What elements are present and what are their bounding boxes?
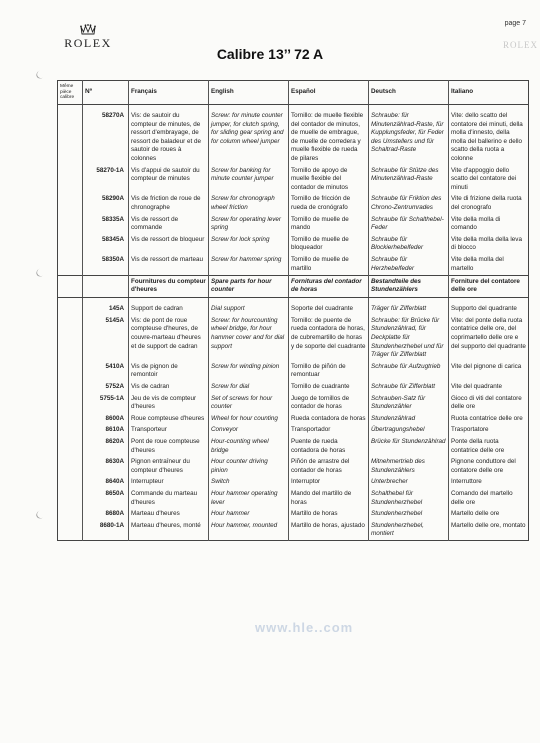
cell-de: Schraube für Friktion des Chrono-Zentrumrades: [369, 194, 449, 214]
section-hour-counter-heading: [58, 275, 529, 297]
cell-es: Interruptor: [289, 477, 369, 489]
table-row: [58, 477, 529, 489]
cell-es: Piñón de arrastre del contador de horas: [289, 457, 369, 477]
cell-en: Screw for dial: [209, 382, 289, 394]
cell-it: Vite del pignone di carica: [449, 361, 529, 381]
table-row: [58, 214, 529, 234]
cell-en: Switch: [209, 477, 289, 489]
cell-piece: [58, 304, 83, 316]
cell-piece: [58, 437, 83, 457]
group-heading-fr: Fournitures du compteur d'heures: [129, 275, 209, 297]
cell-piece: [58, 361, 83, 381]
table-row: [58, 382, 529, 394]
cell-en: Hour hammer, mounted: [209, 520, 289, 541]
cell-es: Tornillo de apoyo de muelle flexible del contador de minutos: [289, 165, 369, 194]
header-piece-calibre: Même pièce calibre: [58, 81, 83, 105]
cell-es: Martillo de horas, ajustado: [289, 520, 369, 541]
cell-it: Gioco di viti del contatore delle ore: [449, 393, 529, 413]
cell-en: Screw for lock spring: [209, 234, 289, 254]
cell-it: Martello delle ore: [449, 509, 529, 521]
group-heading-en: Spare parts for hour counter: [209, 275, 289, 297]
cell-de: Brücke für Stundenzählrad: [369, 437, 449, 457]
cell-it: Vite del quadrante: [449, 382, 529, 394]
cell-no: 8620A: [83, 437, 129, 457]
cell-fr: Jeu de vis de compteur d'heures: [129, 393, 209, 413]
cell-es: Tornillo de fricción de rueda de cronógrafo: [289, 194, 369, 214]
cell-piece: [58, 254, 83, 275]
cell-fr: Interrupteur: [129, 477, 209, 489]
table-row: [58, 111, 529, 166]
bleed-through-brand: ROLEX: [503, 40, 538, 50]
cell-fr: Pont de roue compteuse d'heures: [129, 437, 209, 457]
cell-de: Schraube: für Minutenzählrad-Raste, für Kupplungsfeder, für Feder des Umstellers und für Schaltrad-Raste: [369, 111, 449, 166]
cell-fr: Roue compteuse d'heures: [129, 413, 209, 425]
cell-de: Stundenherzhebel: [369, 509, 449, 521]
cell-en: Hour counter driving pinion: [209, 457, 289, 477]
cell-fr: Vis de pignon de remontoir: [129, 361, 209, 381]
cell-piece: [58, 111, 83, 166]
cell-en: Wheel for hour counting: [209, 413, 289, 425]
cell-de: Schraube für Zifferblatt: [369, 382, 449, 394]
cell-no: 8650A: [83, 488, 129, 508]
cell-no: 58270-1A: [83, 165, 129, 194]
cell-fr: Vis d'appui de sautoir du compteur de minutes: [129, 165, 209, 194]
cell-en: Screw for chronograph wheel friction: [209, 194, 289, 214]
group-heading-es: Fornituras del contador de horas: [289, 275, 369, 297]
header-english: English: [209, 81, 289, 105]
cell-it: Vite della molla della leva di blocco: [449, 234, 529, 254]
cell-es: Tornillo: de muelle flexible del contador de minutos, de muelle de embrague, de muelle de corredera y muelle flexible de rueda de pilares: [289, 111, 369, 166]
cell-de: Schraube für Schalthebel-Feder: [369, 214, 449, 234]
cell-piece: [58, 315, 83, 361]
cell-es: Rueda contadora de horas: [289, 413, 369, 425]
cell-no: 58335A: [83, 214, 129, 234]
cell-en: Hour hammer operating lever: [209, 488, 289, 508]
table-row: [58, 413, 529, 425]
cell-fr: Pignon entraîneur du compteur d'heures: [129, 457, 209, 477]
cell-piece: [58, 393, 83, 413]
cell-no: 58350A: [83, 254, 129, 275]
table-row: [58, 165, 529, 194]
cell-piece: [58, 413, 83, 425]
table-row: [58, 393, 529, 413]
cell-de: Schrauben-Satz für Stundenzähler: [369, 393, 449, 413]
table-row: [58, 315, 529, 361]
cell-en: Hour-counting wheel bridge: [209, 437, 289, 457]
cell-es: Tornillo de piñón de remontuar: [289, 361, 369, 381]
cell-fr: Vis de ressort de marteau: [129, 254, 209, 275]
cell-no: 8680-1A: [83, 520, 129, 541]
header-french: Français: [129, 81, 209, 105]
section-hour-counter: [58, 297, 529, 541]
cell-de: Schalthebel für Stundenherzhebel: [369, 488, 449, 508]
group-heading-it: Forniture del contatore delle ore: [449, 275, 529, 297]
cell-no: 8630A: [83, 457, 129, 477]
cell-piece: [58, 165, 83, 194]
cell-fr: Commande du marteau d'heures: [129, 488, 209, 508]
cell-no: 5752A: [83, 382, 129, 394]
cell-it: Vite: dello scatto del contatore dei minuti, della molla d'innesto, della molla del ballerino e dello scatto della ruota a colonne: [449, 111, 529, 166]
cell-it: Ruota contatrice delle ore: [449, 413, 529, 425]
cell-es: Puente de rueda contadora de horas: [289, 437, 369, 457]
cell-it: Vite della molla del martello: [449, 254, 529, 275]
cell-no: 58270A: [83, 111, 129, 166]
cell-de: Schraube für Blockierhebelfeder: [369, 234, 449, 254]
cell-es: Martillo de horas: [289, 509, 369, 521]
cell-de: Träger für Zifferblatt: [369, 304, 449, 316]
cell-piece: [58, 382, 83, 394]
cell-fr: Marteau d'heures, monté: [129, 520, 209, 541]
cell-no: 5410A: [83, 361, 129, 381]
header-spanish: Español: [289, 81, 369, 105]
table-row: [58, 425, 529, 437]
cell-de: Schraube für Aufzugtrieb: [369, 361, 449, 381]
header-german: Deutsch: [369, 81, 449, 105]
cell-es: Tornillo de muelle de mando: [289, 214, 369, 234]
cell-fr: Vis de ressort de bloqueur: [129, 234, 209, 254]
cell-es: Soporte del cuadrante: [289, 304, 369, 316]
cell-fr: Vis: de pont de roue compteuse d'heures, de couvre-marteau d'heures et de support de cadran: [129, 315, 209, 361]
cell-piece: [58, 477, 83, 489]
table-row: [58, 254, 529, 275]
table-row: [58, 361, 529, 381]
cell-no: 58345A: [83, 234, 129, 254]
cell-no: 5755-1A: [83, 393, 129, 413]
cell-en: Screw for winding pinion: [209, 361, 289, 381]
cell-en: Screw: for minute counter jumper, for clutch spring, for sliding gear spring and for column wheel jumper: [209, 111, 289, 166]
cell-no: 145A: [83, 304, 129, 316]
cell-no: 8600A: [83, 413, 129, 425]
cell-no: 5145A: [83, 315, 129, 361]
cell-piece: [58, 234, 83, 254]
cell-es: Tornillo de cuadrante: [289, 382, 369, 394]
cell-es: Mando del martillo de horas: [289, 488, 369, 508]
watermark: www.hle..com: [255, 620, 354, 635]
table-row: [58, 437, 529, 457]
cell-it: Vite d'appoggio dello scatto del contatore dei minuti: [449, 165, 529, 194]
cell-de: Stundenherzhebel, montiert: [369, 520, 449, 541]
cell-es: Transportador: [289, 425, 369, 437]
brand-wordmark: ROLEX: [64, 36, 112, 50]
cell-it: Supporto del quadrante: [449, 304, 529, 316]
cell-de: Übertragungshebel: [369, 425, 449, 437]
cell-es: Juego de tornillos de contador de horas: [289, 393, 369, 413]
table-row: [58, 304, 529, 316]
table-row: [58, 194, 529, 214]
cell-fr: Vis de cadran: [129, 382, 209, 394]
cell-no: 8680A: [83, 509, 129, 521]
table-header-row: [58, 81, 529, 105]
cell-it: Vite di frizione della ruota del cronografo: [449, 194, 529, 214]
binder-hole-mark: [35, 68, 49, 80]
binder-hole-mark: [35, 508, 49, 520]
cell-it: Martello delle ore, montato: [449, 520, 529, 541]
cell-piece: [58, 457, 83, 477]
cell-no: 58290A: [83, 194, 129, 214]
cell-it: Vite: del ponte della ruota contatrice delle ore, del coprimartello delle ore e del supporto del quadrante: [449, 315, 529, 361]
cell-piece: [58, 425, 83, 437]
parts-table: [57, 80, 529, 541]
cell-es: Tornillo: de puente de rueda contadora de horas, de cubremartillo de horas y de soporte del cuadrante: [289, 315, 369, 361]
page-title: Calibre 13’’ 72 A: [216, 46, 324, 62]
cell-piece: [58, 509, 83, 521]
group-heading-row: [58, 275, 529, 297]
header-number: Nº: [83, 81, 129, 105]
cell-fr: Vis: de sautoir du compteur de minutes, de ressort d'embrayage, de ressort de baladeur et de sautoir de roues à colonnes: [129, 111, 209, 166]
cell-fr: Support de cadran: [129, 304, 209, 316]
cell-no: 8640A: [83, 477, 129, 489]
cell-piece: [58, 520, 83, 541]
cell-de: Mitnehmertrieb des Stundenzählers: [369, 457, 449, 477]
cell-it: Comando del martello delle ore: [449, 488, 529, 508]
table-row: [58, 509, 529, 521]
cell-de: Stundenzählrad: [369, 413, 449, 425]
section-screws: [58, 104, 529, 275]
cell-fr: Vis de ressort de commande: [129, 214, 209, 234]
cell-it: Ponte della ruota contatrice delle ore: [449, 437, 529, 457]
cell-it: Interruttore: [449, 477, 529, 489]
cell-en: Screw: for hourcounting wheel bridge, for hour hammer cover and for dial support: [209, 315, 289, 361]
cell-fr: Marteau d'heures: [129, 509, 209, 521]
cell-es: Tornillo de muelle de martillo: [289, 254, 369, 275]
cell-piece: [58, 214, 83, 234]
cell-fr: Transporteur: [129, 425, 209, 437]
cell-de: Unterbrecher: [369, 477, 449, 489]
cell-en: Conveyor: [209, 425, 289, 437]
cell-piece: [58, 194, 83, 214]
cell-en: Screw for banking for minute counter jumper: [209, 165, 289, 194]
cell-de: Schraube für Herzhebelfeder: [369, 254, 449, 275]
header-italian: Italiano: [449, 81, 529, 105]
cell-no: 8610A: [83, 425, 129, 437]
cell-en: Screw for hammer spring: [209, 254, 289, 275]
cell-fr: Vis de friction de roue de chronographe: [129, 194, 209, 214]
crown-icon: [80, 24, 96, 35]
table-row: [58, 488, 529, 508]
cell-it: Trasportatore: [449, 425, 529, 437]
cell-en: Dial support: [209, 304, 289, 316]
table-row: [58, 234, 529, 254]
cell-en: Set of screws for hour counter: [209, 393, 289, 413]
cell-it: Pignone conduttore del contatore delle ore: [449, 457, 529, 477]
binder-hole-mark: [35, 266, 49, 278]
cell-es: Tornillo de muelle de bloqueador: [289, 234, 369, 254]
page-number: page 7: [504, 20, 526, 27]
table-row: [58, 520, 529, 541]
cell-en: Screw for operating lever spring: [209, 214, 289, 234]
group-heading-de: Bestandteile des Stundenzählers: [369, 275, 449, 297]
cell-en: Hour hammer: [209, 509, 289, 521]
cell-piece: [58, 488, 83, 508]
cell-de: Schraube: für Brücke für Stundenzählrad, für Deckplatte für Stundenherzhebel und für Träger für Zifferblatt: [369, 315, 449, 361]
table-row: [58, 457, 529, 477]
cell-it: Vite della molla di comando: [449, 214, 529, 234]
cell-de: Schraube für Stütze des Minutenzählrad-Raste: [369, 165, 449, 194]
